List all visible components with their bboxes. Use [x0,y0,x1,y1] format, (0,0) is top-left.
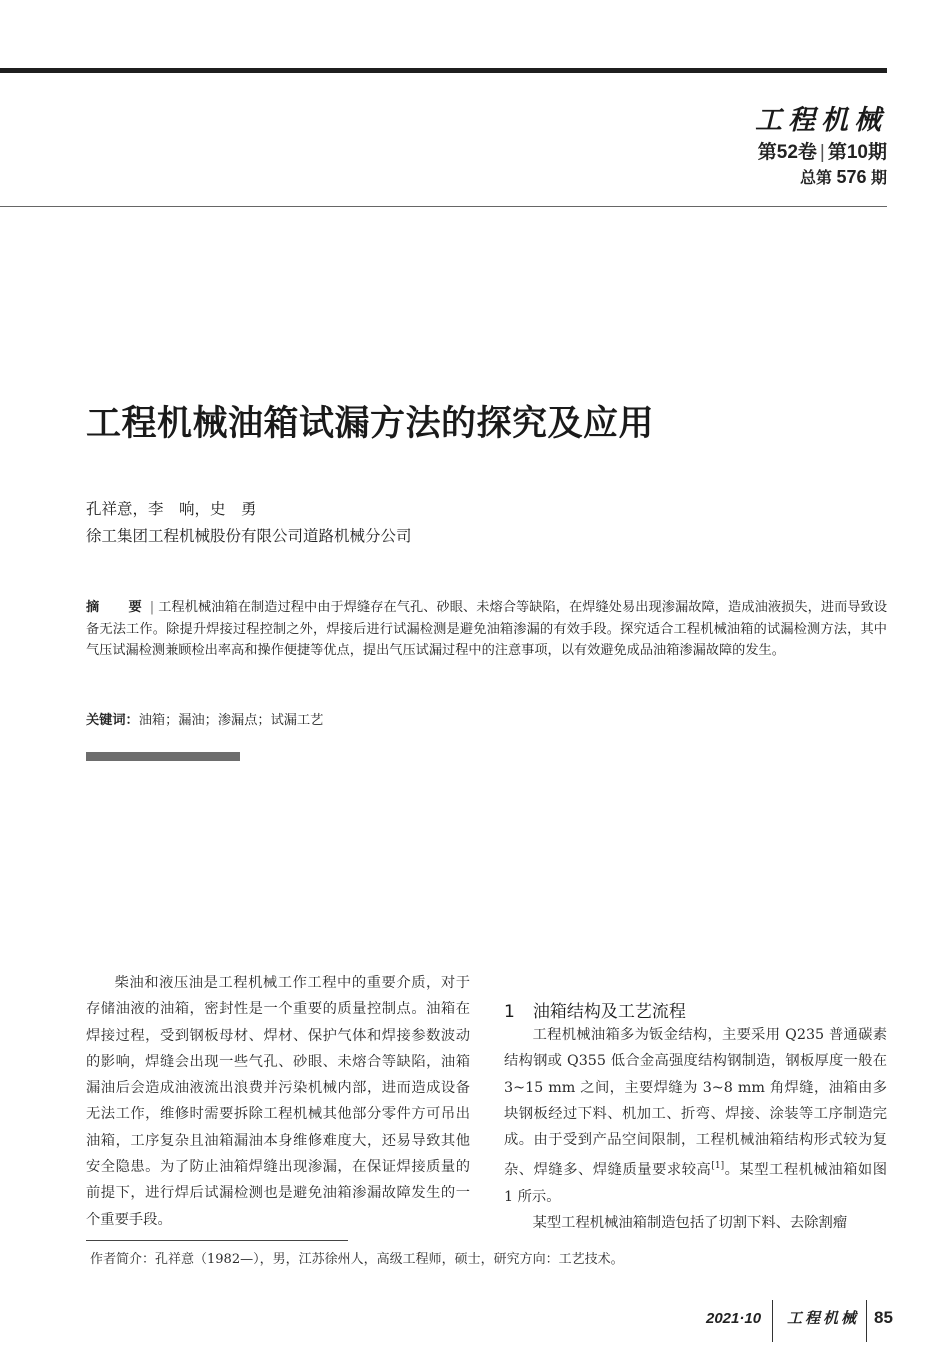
footer-divider-left [772,1300,773,1342]
right-column [504,1022,887,1236]
section-heading [504,997,686,1022]
abstract [86,597,887,662]
keywords [86,709,323,728]
abstract-separator: | [149,600,155,615]
footer-divider-right [866,1300,867,1342]
header-top-rule [0,68,887,73]
journal-logo: 工程机械 [755,105,887,136]
article-affiliation: 徐工集团工程机械股份有限公司道路机械分公司 [86,527,412,545]
issue-label: 第10期 [827,142,887,163]
article-authors: 孔祥意，李 响，史 勇 [86,500,257,518]
article-title: 工程机械油箱试漏方法的探究及应用 [86,404,655,444]
page-number: 85 [874,1308,893,1327]
section-number: 1 [504,1002,515,1022]
keywords-text: 油箱；漏油；渗漏点；试漏工艺 [138,713,324,728]
section-paragraph-1-text: 工程机械油箱多为钣金结构，主要采用 Q235 普通碳素结构钢或 Q355 低合金高强度结构钢制造，钢板厚度一般在 3~15 mm 之间，主要焊缝为 3~8 mm 角焊缝，油箱由多块钢板经过下料、机加工、折弯、焊接、涂装等工序制造完成。由于受到产品空间限制，工程机械油箱结构形式较为复杂、焊缝多、焊缝质量要求较高 [504,1027,887,1179]
total-issue-line [800,165,887,188]
section-paragraph-1-tail: 。某型工程机械油箱如图 1 所示。 [504,1162,888,1205]
footnote-rule [86,1240,348,1241]
total-issue-suffix: 期 [870,170,887,187]
intro-paragraph: 柴油和液压油是工程机械工作工程中的重要介质，对于存储油液的油箱，密封性是一个重要的质量控制点。油箱在焊接过程，受到钢板母材、焊材、保护气体和焊接参数波动的影响，焊缝会出现一些气孔、砂眼、未熔合等缺陷，油箱漏油后会造成油液流出浪费并污染机械内部，进而造成设备无法工作，维修时需要拆除工程机械其他部分零件方可吊出油箱，工序复杂且油箱漏油本身维修难度大，还易导致其他安全隐患。为了防止油箱焊缝出现渗漏，在保证焊接质量的前提下，进行焊后试漏检测也是避免油箱渗漏故障发生的一个重要手段。 [86,975,470,1228]
header-bottom-rule [0,206,887,207]
abstract-text: 工程机械油箱在制造过程中由于焊缝存在气孔、砂眼、未熔合等缺陷，在焊缝处易出现渗漏故障，造成油液损失，进而导致设备无法工作。除提升焊接过程控制之外，焊接后进行试漏检测是避免油箱渗漏的有效手段。探究适合工程机械油箱的试漏检测方法，其中气压试漏检测兼顾检出率高和操作便捷等优点，提出气压试漏过程中的注意事项，以有效避免成品油箱渗漏故障的发生。 [86,600,888,658]
total-issue-prefix: 总第 [800,170,833,187]
volume-separator: | [819,142,825,163]
total-issue-number: 576 [836,167,867,187]
author-footnote: 作者简介：孔祥意（1982—），男，江苏徐州人，高级工程师，硕士，研究方向：工艺技术。 [90,1252,624,1267]
section-divider-bar [86,752,240,761]
left-column [86,970,470,1233]
section-paragraph-1 [504,1022,887,1210]
footer-date: 2021·10 [706,1310,762,1327]
volume-issue-line [758,137,887,164]
keywords-label: 关键词： [86,713,139,728]
citation-ref[interactable]: [1] [711,1161,725,1172]
footer-journal-logo: 工程机械 [787,1309,860,1327]
volume-label: 第52卷 [757,142,817,163]
section-title: 油箱结构及工艺流程 [532,1002,686,1022]
section-paragraph-2: 某型工程机械油箱制造包括了切割下料、去除割瘤 [532,1214,848,1231]
abstract-label: 摘 要 [86,600,150,615]
